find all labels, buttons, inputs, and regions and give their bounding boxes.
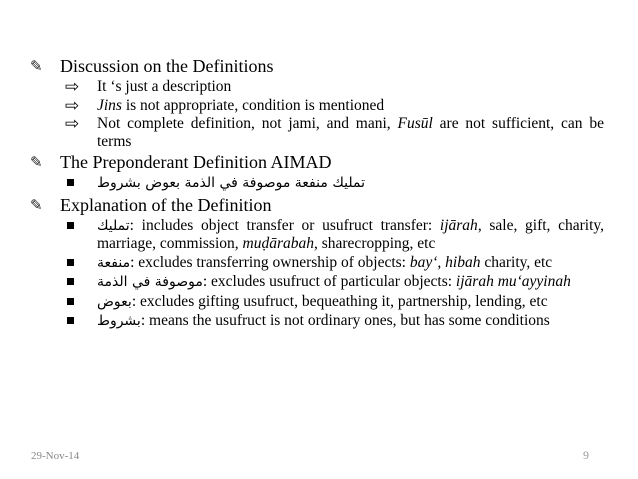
arabic-term: بشروط <box>97 313 141 329</box>
sub-bullet <box>30 174 604 193</box>
sub-bullet <box>30 273 604 292</box>
term-mudarabah: muḍārabah <box>242 235 314 252</box>
square-bullet-icon <box>67 278 74 285</box>
sub-bullet-text: : excludes transferring ownership of objects: <box>130 253 410 271</box>
sub-bullet-text-after: are not sufficient, can be terms <box>97 115 604 150</box>
sub-bullet-text: : excludes usufruct of particular objects: <box>202 273 456 290</box>
sub-bullet-text: Not complete definition, not jami, and mani, <box>97 115 398 132</box>
sub-bullet-text: , sharecropping, etc <box>313 235 436 252</box>
arabic-term: تمليك <box>97 217 130 234</box>
bullet-title: Discussion on the Definitions <box>60 56 274 76</box>
term-ijarah-muayyinah: ijārah mu‘ayyinah <box>455 273 571 290</box>
arabic-term: موصوفة في الذمة <box>97 274 203 290</box>
bullet-title: The Preponderant Definition AIMAD <box>60 152 332 172</box>
page-number: 9 <box>583 448 589 462</box>
sub-bullet <box>30 254 604 273</box>
footer-date: 29-Nov-14 <box>31 450 80 462</box>
pencil-icon: ✎ <box>30 155 43 171</box>
sub-bullet <box>30 217 604 253</box>
term-ijarah: ijārah <box>439 216 478 234</box>
square-bullet-icon <box>67 259 74 266</box>
sub-bullet-text: is not appropriate, condition is mentioned <box>121 96 385 114</box>
square-bullet-icon <box>67 179 74 186</box>
sub-bullet-text: , sale, gift, charity, marriage, commission, <box>97 216 604 252</box>
term-fusul: Fusūl <box>397 115 433 132</box>
sub-bullet-text: It ‘s just a description <box>97 78 232 95</box>
hollow-right-arrow-icon: ⇨ <box>65 77 80 96</box>
term-jins: Jins <box>97 96 122 114</box>
sub-bullet <box>30 293 604 312</box>
bullet-explanation <box>30 195 604 216</box>
sub-bullet <box>30 312 604 331</box>
bullet-title: Explanation of the Definition <box>60 194 272 215</box>
slide-content <box>30 54 604 331</box>
arabic-term: منفعة <box>97 254 131 271</box>
sub-bullet <box>30 97 604 115</box>
square-bullet-icon <box>67 317 74 324</box>
pencil-icon: ✎ <box>30 59 43 75</box>
sub-bullet-text: : means the usufruct is not ordinary ones, but has some conditions <box>140 312 550 329</box>
square-bullet-icon <box>67 222 74 229</box>
sub-bullet-text: charity, etc <box>480 253 553 271</box>
term-bay-hibah: bay‘, hibah <box>409 253 481 271</box>
sub-bullet <box>30 78 604 96</box>
bullet-discussion <box>30 56 604 77</box>
hollow-right-arrow-icon: ⇨ <box>65 95 80 115</box>
sub-bullet-text: : includes object transfer or usufruct transfer: <box>129 216 440 234</box>
arabic-definition: تمليك منفعة موصوفة في الذمة بعوض بشروط <box>97 175 365 191</box>
hollow-right-arrow-icon: ⇨ <box>65 114 80 133</box>
pencil-icon: ✎ <box>30 197 43 214</box>
square-bullet-icon <box>67 298 74 305</box>
bullet-preponderant <box>30 152 604 173</box>
arabic-term: بعوض <box>97 293 132 310</box>
sub-bullet-text: : excludes gifting usufruct, bequeathing it, partnership, lending, etc <box>131 292 548 310</box>
sub-bullet <box>30 115 604 150</box>
